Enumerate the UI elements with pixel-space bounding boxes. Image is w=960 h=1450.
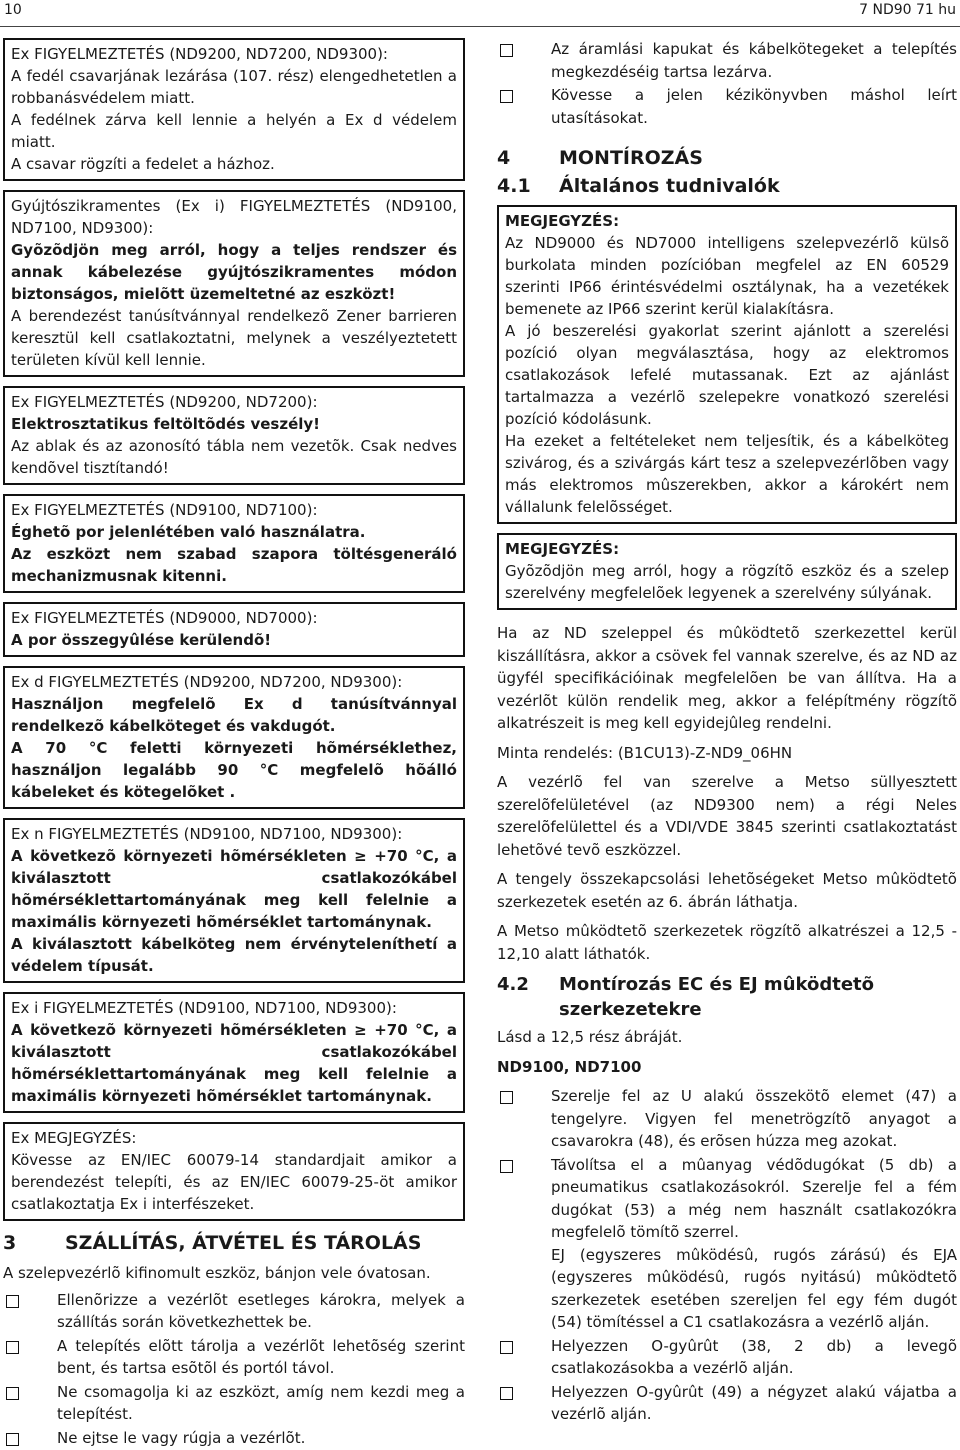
checklist-text: Helyezzen O-gyûrût (38, 2 db) a levegõ csatlakozásokba a vezérlõ alján. — [551, 1336, 957, 1377]
checkbox-icon — [500, 90, 513, 103]
note-label: MEGJEGYZÉS: — [505, 540, 620, 558]
warning-text: A berendezést tanúsítvánnyal rendelkezõ Zener barrieren keresztül kell csatlakoztatni, melynek a veszélyeztetett területen kívül kell lennie. — [11, 307, 457, 369]
checklist-text-wrap — [57, 1427, 465, 1450]
section-title: Általános tudnivalók — [559, 175, 780, 197]
checklist-item — [497, 1335, 957, 1380]
body-paragraph: Ha az ND szeleppel és mûködtetõ szerkezettel kerül kiszállításra, akkor a csövek fel vannak szerelve, és az ND az ügyfél specifikációinak megfelelõen be van állítva. Ha a vezérlõt külön rendelik meg, akkor a felépítmény rögzítõ alkatrészeit is meg kell egyidejûleg rendelni. — [497, 624, 957, 732]
checkbox-icon — [6, 1433, 19, 1446]
warning-heading: Gyújtószikramentes (Ex i) FIGYELMEZTETÉS (ND9100, ND7100, ND9300): — [11, 197, 457, 237]
checklist-text-wrap — [551, 1085, 957, 1153]
warning-heading: Ex i FIGYELMEZTETÉS (ND9100, ND7100, ND9300): — [11, 999, 397, 1017]
warning-heading: Ex n FIGYELMEZTETÉS (ND9100, ND7100, ND9300): — [11, 825, 403, 843]
mounting-checklist — [497, 1085, 957, 1426]
warning-text: A következõ környezeti hõmérsékleten ≥ +70 °C, a kiválasztott csatlakozókábel hõmérséklettartományának meg kell felelnie a maximális környezeti hõmérséklet tartománynak. — [11, 847, 457, 931]
warning-text: Az ablak és az azonosító tábla nem vezetõk. Csak nedves kendõvel tisztítandó! — [11, 437, 457, 477]
warning-text: A por összegyûlése kerülendõ! — [11, 631, 272, 649]
warning-box — [3, 992, 465, 1113]
checklist-text-wrap — [551, 1335, 957, 1380]
body-paragraph: A Metso mûködtetõ szerkezetek rögzítõ alkatrészei a 12,5 - 12,10 alatt láthatók. — [497, 922, 957, 963]
note-paragraph: Gyõzõdjön meg arról, hogy a rögzítõ eszköz és a szelep szerelvény megfelelõek legyenek a szerelvény súlyának. — [505, 562, 949, 602]
section-number: 4 — [497, 147, 511, 169]
checklist-text: Ellenõrizze a vezérlõt esetleges károkra, melyek a szállítás során következhettek be. — [57, 1290, 465, 1331]
section-title: Montírozás EC és EJ mûködtetõ szerkezetekre — [559, 974, 875, 1020]
see-figure-text: Lásd a 12,5 rész ábráját. — [497, 1028, 683, 1046]
section-4-heading — [497, 145, 957, 171]
checklist-item — [497, 1154, 957, 1334]
checklist-text: Helyezzen O-gyûrût (49) a négyzet alakú vájatba a vezérlõ alján. — [551, 1382, 957, 1423]
document-id: 7 ND90 71 hu — [859, 2, 956, 18]
note-label: MEGJEGYZÉS: — [505, 212, 620, 230]
checkbox-icon — [500, 1387, 513, 1400]
checklist-item — [3, 1427, 465, 1450]
warning-text: Elektrosztatikus feltöltõdés veszély! — [11, 415, 321, 433]
warning-text: Éghetõ por jelenlétében való használatra. — [11, 523, 366, 541]
warning-heading: Ex FIGYELMEZTETÉS (ND9000, ND7000): — [11, 609, 318, 627]
section-3-heading — [3, 1230, 465, 1256]
warning-box — [3, 818, 465, 983]
warning-heading: Ex d FIGYELMEZTETÉS (ND9200, ND7200, ND9300): — [11, 673, 403, 691]
section-3-intro: A szelepvezérlõ kifinomult eszköz, bánjon vele óvatosan. — [3, 1264, 431, 1282]
checklist-text: Távolítsa el a mûanyag védõdugókat (5 db) a pneumatikus csatlakozásokról. Szerelje fel a fém dugókat (53) a még nem használt csatlakozókra megfelelõ tömítõ szerrel. — [551, 1155, 957, 1241]
section-number: 4.2 — [497, 974, 529, 995]
checklist-text: Szerelje fel az U alakú összekötõ elemet (47) a tengelyre. Vigyen fel menetrögzítõ anyagot a csavarokra (48), és erõsen húzza meg azokat. — [551, 1087, 957, 1150]
warning-heading: Ex FIGYELMEZTETÉS (ND9100, ND7100): — [11, 501, 318, 519]
section-3-checklist — [3, 1289, 465, 1450]
body-paragraph: A vezérlõ fel van szerelve a Metso süllyesztett szerelõfelületével (az ND9300 nem) a régi Neles szerelõfelülettel és a VDI/VDE 3845 szerinti csatlakoztatást lehetõvé tevõ eszközzel. — [497, 773, 957, 859]
warning-text: A fedélnek zárva kell lennie a helyén a Ex d védelem miatt. — [11, 111, 457, 151]
section-number: 3 — [3, 1232, 17, 1254]
section-title: SZÁLLÍTÁS, ÁTVÉTEL ÉS TÁROLÁS — [65, 1232, 422, 1254]
checkbox-icon — [6, 1387, 19, 1400]
warning-heading: Ex FIGYELMEZTETÉS (ND9200, ND7200, ND9300): — [11, 45, 388, 63]
left-column — [3, 38, 465, 1450]
section-title: MONTÍROZÁS — [559, 147, 703, 169]
model-subheading: ND9100, ND7100 — [497, 1057, 642, 1076]
checklist-text: Ne csomagolja ki az eszközt, amíg nem kezdi meg a telepítést. — [57, 1382, 465, 1423]
order-example: Minta rendelés: (B1CU13)-Z-ND9_06HN — [497, 743, 793, 762]
section-number: 4.1 — [497, 175, 531, 197]
checklist-item — [3, 1381, 465, 1426]
checklist-item — [497, 84, 957, 129]
warning-box — [3, 666, 465, 809]
checklist-text: Ne ejtse le vagy rúgja a vezérlõt. — [57, 1428, 306, 1447]
section-4-2-heading — [497, 972, 957, 1022]
checklist-text-wrap — [551, 1154, 957, 1334]
top-checklist — [497, 38, 957, 129]
warning-heading: Ex MEGJEGYZÉS: — [11, 1129, 137, 1147]
checklist-extra-text: EJ (egyszeres mûködésû, rugós zárású) és EJA (egyszeres mûködésû, rugós nyitású) mûködtetõ szerkezetek esetében szereljen fel egy fém dugót (54) tömítéssel a C1 csatlakozásra a vezérlõ alján. — [551, 1245, 957, 1331]
section-4-1-heading — [497, 173, 957, 199]
warning-box — [3, 386, 465, 485]
checklist-text: A telepítés elõtt tárolja a vezérlõt lehetõség szerint bent, és tartsa esõtõl és portól távol. — [57, 1336, 465, 1377]
warning-text: A csavar rögzíti a fedelet a házhoz. — [11, 155, 275, 173]
warning-boxes — [3, 38, 465, 1221]
checkbox-icon — [6, 1341, 19, 1354]
note-paragraph: Ha ezeket a feltételeket nem teljesítik, és a kábelköteg szivárog, és a szivárgás kárt tesz a szelepvezérlõben vagy más elektromos mûszerekben, akkor a károkért nem vállalunk felelõsséget. — [505, 432, 949, 516]
checklist-text: Az áramlási kapukat és kábelkötegeket a telepítés megkezdéséig tartsa lezárva. — [551, 40, 957, 81]
body-paragraph: A tengely összekapcsolási lehetõségeket Metso mûködtetõ szerkezetek esetén az 6. ábrán láthatja. — [497, 870, 957, 911]
warning-box — [3, 602, 465, 657]
checklist-text-wrap — [551, 1381, 957, 1426]
checkbox-icon — [500, 1160, 513, 1173]
checklist-text-wrap — [57, 1289, 465, 1334]
warning-text: A következõ környezeti hõmérsékleten ≥ +70 °C, a kiválasztott csatlakozókábel hõmérséklettartományának meg kell felelnie a maximális környezeti hõmérséklet tartománynak. — [11, 1021, 457, 1105]
checklist-item — [497, 1381, 957, 1426]
note-box-2 — [497, 533, 957, 610]
checkbox-icon — [6, 1295, 19, 1308]
note-paragraph: A jó beszerelési gyakorlat szerint ajánlott a szerelési pozíció olyan megválasztása, hogy az elektromos csatlakozások lefelé mutassanak. Ezt az ajánlást tartalmazza a vezérlõ szelepekre vonatkozó szerelési pozíció kódolásunk. — [505, 322, 949, 428]
warning-text: A 70 °C feletti környezeti hõmérséklethez, használjon legalább 90 °C megfelelõ hõálló kábeleket és kötegelõket . — [11, 739, 457, 801]
warning-box — [3, 190, 465, 377]
warning-text: Használjon megfelelõ Ex d tanúsítvánnyal rendelkezõ kábelköteget és vakdugót. — [11, 695, 457, 735]
warning-text: Kövesse az EN/IEC 60079-14 standardjait amikor a berendezést telepíti, és az EN/IEC 60079-25-öt amikor csatlakoztatja Ex i interfészeket. — [11, 1151, 457, 1213]
checkbox-icon — [500, 1341, 513, 1354]
warning-text: Gyõzõdjön meg arról, hogy a teljes rendszer és annak kábelezése gyújtószikramentes módon biztonságos, mielõtt üzemeltetné az eszközt! — [11, 241, 457, 303]
checklist-item — [497, 38, 957, 83]
warning-text: A kiválasztott kábelköteg nem érvényteleníthetí a védelem típusát. — [11, 935, 457, 975]
checklist-item — [497, 1085, 957, 1153]
checklist-item — [3, 1289, 465, 1334]
checklist-item — [3, 1335, 465, 1380]
right-column — [497, 38, 957, 1427]
warning-text: A fedél csavarjának lezárása (107. rész) elengedhetetlen a robbanásvédelem miatt. — [11, 67, 457, 107]
checkbox-icon — [500, 44, 513, 57]
checkbox-icon — [500, 1091, 513, 1104]
checklist-text-wrap — [551, 38, 957, 83]
warning-box — [3, 494, 465, 593]
checklist-text-wrap — [551, 84, 957, 129]
checklist-text: Kövesse a jelen kézikönyvben máshol leírt utasításokat. — [551, 86, 957, 127]
note-box-1 — [497, 205, 957, 524]
page-number: 10 — [4, 2, 22, 18]
note-paragraph: Az ND9000 és ND7000 intelligens szelepvezérlõ külsõ burkolata minden pozícióban megfelel az EN 60529 szerinti IP66 érintésvédelmi osztálynak, ha a vezetékek bemenete az IP66 szerint kerül kialakításra. — [505, 234, 949, 318]
page-header — [0, 0, 960, 27]
checklist-text-wrap — [57, 1335, 465, 1380]
warning-box — [3, 38, 465, 181]
warning-heading: Ex FIGYELMEZTETÉS (ND9200, ND7200): — [11, 393, 318, 411]
warning-text: Az eszközt nem szabad szapora töltésgeneráló mechanizmusnak kitenni. — [11, 545, 457, 585]
checklist-text-wrap — [57, 1381, 465, 1426]
warning-box — [3, 1122, 465, 1221]
